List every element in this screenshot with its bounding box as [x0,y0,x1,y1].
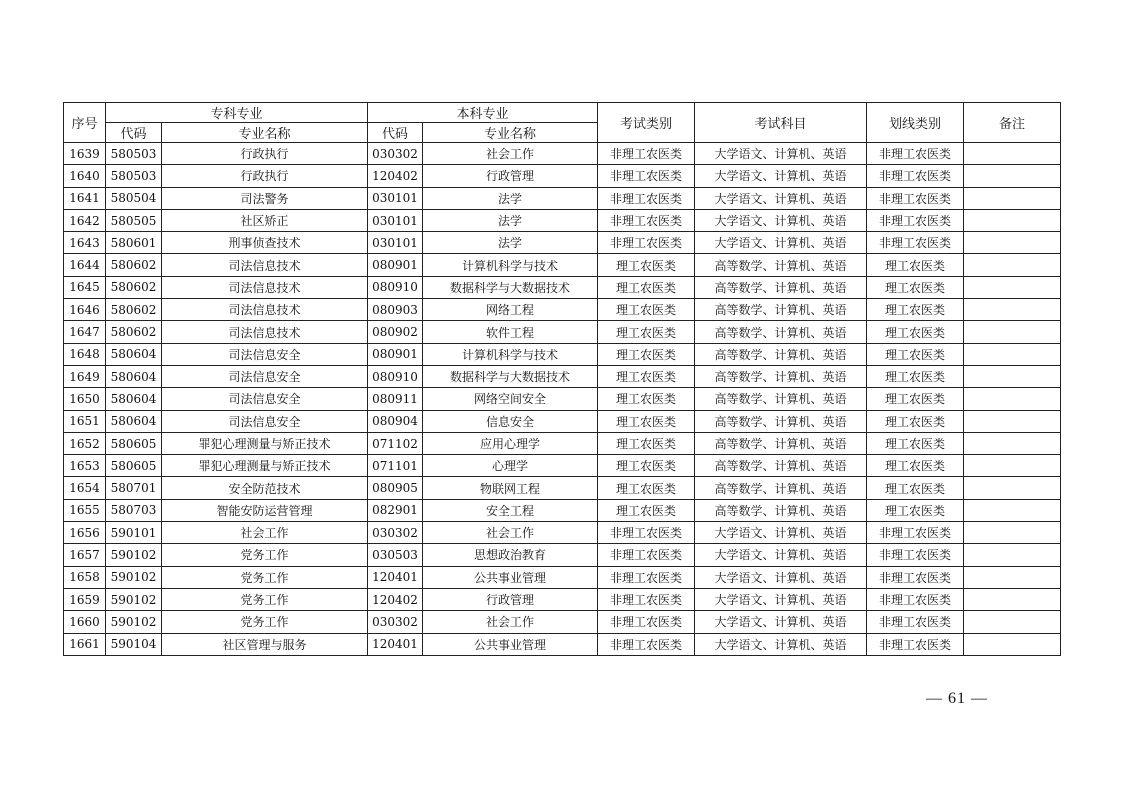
cell-exam-subjects: 高等数学、计算机、英语 [695,299,867,321]
cell-line-type: 非理工农医类 [867,143,964,165]
cell-bk-name: 社会工作 [423,143,598,165]
cell-exam-type: 理工农医类 [598,343,695,365]
cell-remark [964,544,1061,566]
cell-seq: 1658 [64,566,106,588]
cell-line-type: 非理工农医类 [867,522,964,544]
cell-zk-code: 580604 [106,388,162,410]
cell-zk-name: 司法警务 [162,187,368,209]
header-bk-name: 专业名称 [423,123,598,143]
cell-exam-type: 理工农医类 [598,254,695,276]
cell-seq: 1640 [64,165,106,187]
table-row [64,477,1061,499]
cell-remark [964,254,1061,276]
cell-zk-name: 社区矫正 [162,209,368,231]
cell-remark [964,187,1061,209]
cell-zk-code: 590102 [106,588,162,610]
cell-zk-name: 司法信息技术 [162,276,368,298]
cell-zk-code: 590104 [106,633,162,655]
cell-bk-code: 120401 [368,566,423,588]
table-row [64,633,1061,655]
cell-seq: 1639 [64,143,106,165]
cell-zk-name: 司法信息技术 [162,299,368,321]
cell-zk-name: 司法信息安全 [162,410,368,432]
cell-bk-code: 120402 [368,165,423,187]
cell-bk-name: 计算机科学与技术 [423,254,598,276]
cell-zk-code: 580605 [106,455,162,477]
table-row [64,209,1061,231]
cell-seq: 1654 [64,477,106,499]
cell-line-type: 非理工农医类 [867,544,964,566]
cell-exam-type: 非理工农医类 [598,209,695,231]
cell-remark [964,321,1061,343]
cell-line-type: 非理工农医类 [867,165,964,187]
cell-exam-type: 非理工农医类 [598,588,695,610]
table-row [64,343,1061,365]
cell-exam-subjects: 大学语文、计算机、英语 [695,143,867,165]
cell-zk-name: 社会工作 [162,522,368,544]
cell-bk-name: 公共事业管理 [423,633,598,655]
cell-bk-code: 030101 [368,187,423,209]
table-row [64,499,1061,521]
cell-exam-type: 非理工农医类 [598,232,695,254]
header-zk-code: 代码 [106,123,162,143]
cell-zk-code: 580503 [106,143,162,165]
cell-zk-code: 580703 [106,499,162,521]
cell-zk-code: 580605 [106,432,162,454]
cell-bk-name: 信息安全 [423,410,598,432]
cell-zk-name: 行政执行 [162,165,368,187]
cell-exam-subjects: 高等数学、计算机、英语 [695,365,867,387]
cell-exam-subjects: 高等数学、计算机、英语 [695,254,867,276]
table-row [64,365,1061,387]
cell-bk-name: 法学 [423,232,598,254]
cell-zk-name: 罪犯心理测量与矫正技术 [162,455,368,477]
cell-bk-code: 030302 [368,611,423,633]
table-row [64,455,1061,477]
cell-bk-name: 公共事业管理 [423,566,598,588]
cell-zk-code: 590102 [106,566,162,588]
cell-remark [964,143,1061,165]
cell-seq: 1641 [64,187,106,209]
cell-remark [964,343,1061,365]
cell-exam-type: 非理工农医类 [598,522,695,544]
table-row [64,165,1061,187]
cell-exam-subjects: 高等数学、计算机、英语 [695,321,867,343]
table-row [64,566,1061,588]
cell-seq: 1655 [64,499,106,521]
cell-zk-code: 590102 [106,611,162,633]
cell-zk-code: 580604 [106,343,162,365]
cell-exam-subjects: 大学语文、计算机、英语 [695,566,867,588]
cell-zk-code: 580604 [106,410,162,432]
cell-remark [964,299,1061,321]
cell-zk-name: 党务工作 [162,544,368,566]
cell-zk-name: 罪犯心理测量与矫正技术 [162,432,368,454]
cell-bk-code: 120402 [368,588,423,610]
cell-exam-subjects: 高等数学、计算机、英语 [695,432,867,454]
cell-zk-code: 580602 [106,299,162,321]
cell-bk-code: 080904 [368,410,423,432]
cell-bk-code: 080910 [368,276,423,298]
table-header [64,103,1061,143]
cell-zk-name: 司法信息技术 [162,321,368,343]
cell-line-type: 理工农医类 [867,276,964,298]
cell-remark [964,566,1061,588]
cell-seq: 1645 [64,276,106,298]
cell-bk-name: 思想政治教育 [423,544,598,566]
cell-bk-code: 080910 [368,365,423,387]
header-seq: 序号 [64,103,106,143]
cell-bk-name: 行政管理 [423,588,598,610]
cell-line-type: 理工农医类 [867,432,964,454]
header-line-type: 划线类别 [867,103,964,143]
header-zk-name: 专业名称 [162,123,368,143]
cell-line-type: 理工农医类 [867,410,964,432]
cell-bk-code: 030503 [368,544,423,566]
table-row [64,321,1061,343]
cell-bk-name: 网络空间安全 [423,388,598,410]
cell-seq: 1650 [64,388,106,410]
table-row [64,588,1061,610]
header-remarks: 备注 [964,103,1061,143]
cell-line-type: 非理工农医类 [867,566,964,588]
cell-zk-name: 司法信息安全 [162,388,368,410]
cell-remark [964,477,1061,499]
cell-line-type: 理工农医类 [867,499,964,521]
cell-seq: 1647 [64,321,106,343]
header-exam-subjects: 考试科目 [695,103,867,143]
cell-line-type: 理工农医类 [867,477,964,499]
cell-zk-code: 580602 [106,321,162,343]
cell-bk-code: 030302 [368,522,423,544]
cell-seq: 1661 [64,633,106,655]
cell-seq: 1646 [64,299,106,321]
cell-zk-name: 党务工作 [162,588,368,610]
cell-zk-name: 党务工作 [162,611,368,633]
cell-seq: 1652 [64,432,106,454]
cell-bk-code: 080905 [368,477,423,499]
header-exam-type: 考试类别 [598,103,695,143]
cell-seq: 1651 [64,410,106,432]
cell-exam-subjects: 高等数学、计算机、英语 [695,343,867,365]
cell-zk-code: 580602 [106,276,162,298]
table-row [64,544,1061,566]
cell-zk-name: 智能安防运营管理 [162,499,368,521]
header-zhuanke-group: 专科专业 [106,103,368,123]
cell-bk-name: 法学 [423,209,598,231]
cell-line-type: 非理工农医类 [867,232,964,254]
table-row [64,432,1061,454]
table-row [64,276,1061,298]
cell-bk-code: 030101 [368,232,423,254]
table-body [64,143,1061,656]
cell-exam-type: 理工农医类 [598,455,695,477]
cell-exam-subjects: 大学语文、计算机、英语 [695,544,867,566]
cell-exam-subjects: 大学语文、计算机、英语 [695,187,867,209]
cell-zk-name: 司法信息安全 [162,365,368,387]
cell-zk-code: 580604 [106,365,162,387]
cell-exam-type: 理工农医类 [598,499,695,521]
cell-remark [964,365,1061,387]
cell-exam-subjects: 大学语文、计算机、英语 [695,232,867,254]
cell-line-type: 非理工农医类 [867,611,964,633]
cell-seq: 1659 [64,588,106,610]
cell-bk-name: 行政管理 [423,165,598,187]
cell-seq: 1644 [64,254,106,276]
cell-bk-name: 软件工程 [423,321,598,343]
cell-remark [964,232,1061,254]
cell-line-type: 理工农医类 [867,455,964,477]
cell-exam-type: 理工农医类 [598,299,695,321]
cell-exam-type: 理工农医类 [598,432,695,454]
cell-remark [964,165,1061,187]
cell-bk-name: 社会工作 [423,611,598,633]
cell-exam-type: 非理工农医类 [598,143,695,165]
cell-bk-code: 080902 [368,321,423,343]
cell-exam-subjects: 大学语文、计算机、英语 [695,611,867,633]
cell-zk-name: 安全防范技术 [162,477,368,499]
cell-bk-name: 心理学 [423,455,598,477]
cell-bk-name: 物联网工程 [423,477,598,499]
cell-remark [964,455,1061,477]
cell-line-type: 理工农医类 [867,343,964,365]
cell-bk-code: 080901 [368,254,423,276]
cell-exam-subjects: 高等数学、计算机、英语 [695,410,867,432]
cell-zk-code: 580504 [106,187,162,209]
cell-seq: 1657 [64,544,106,566]
page-number: — 61 — [926,690,988,707]
header-benke-group: 本科专业 [368,103,598,123]
cell-exam-subjects: 大学语文、计算机、英语 [695,209,867,231]
cell-line-type: 理工农医类 [867,388,964,410]
cell-remark [964,388,1061,410]
cell-remark [964,276,1061,298]
cell-remark [964,588,1061,610]
cell-line-type: 非理工农医类 [867,588,964,610]
cell-zk-code: 580503 [106,165,162,187]
cell-seq: 1649 [64,365,106,387]
cell-bk-name: 数据科学与大数据技术 [423,365,598,387]
cell-line-type: 理工农医类 [867,254,964,276]
cell-exam-type: 理工农医类 [598,410,695,432]
cell-bk-code: 071102 [368,432,423,454]
cell-line-type: 非理工农医类 [867,187,964,209]
cell-line-type: 理工农医类 [867,321,964,343]
cell-seq: 1648 [64,343,106,365]
cell-zk-code: 580701 [106,477,162,499]
cell-exam-type: 理工农医类 [598,477,695,499]
cell-exam-subjects: 高等数学、计算机、英语 [695,276,867,298]
cell-exam-type: 理工农医类 [598,321,695,343]
cell-exam-type: 非理工农医类 [598,633,695,655]
cell-seq: 1656 [64,522,106,544]
cell-exam-type: 非理工农医类 [598,611,695,633]
table-row [64,187,1061,209]
cell-exam-type: 理工农医类 [598,388,695,410]
cell-exam-type: 非理工农医类 [598,544,695,566]
cell-seq: 1642 [64,209,106,231]
table-row [64,410,1061,432]
cell-zk-name: 刑事侦查技术 [162,232,368,254]
cell-bk-name: 安全工程 [423,499,598,521]
cell-bk-code: 030101 [368,209,423,231]
cell-exam-type: 理工农医类 [598,276,695,298]
cell-zk-code: 590102 [106,544,162,566]
cell-exam-subjects: 高等数学、计算机、英语 [695,455,867,477]
cell-exam-subjects: 大学语文、计算机、英语 [695,633,867,655]
table-row [64,254,1061,276]
cell-exam-type: 非理工农医类 [598,165,695,187]
cell-bk-code: 030302 [368,143,423,165]
cell-exam-subjects: 大学语文、计算机、英语 [695,588,867,610]
cell-seq: 1653 [64,455,106,477]
cell-line-type: 非理工农医类 [867,209,964,231]
cell-bk-name: 应用心理学 [423,432,598,454]
cell-remark [964,209,1061,231]
cell-exam-subjects: 高等数学、计算机、英语 [695,499,867,521]
cell-bk-code: 082901 [368,499,423,521]
cell-exam-type: 非理工农医类 [598,187,695,209]
cell-zk-code: 580505 [106,209,162,231]
cell-bk-name: 法学 [423,187,598,209]
cell-line-type: 非理工农医类 [867,633,964,655]
cell-bk-name: 计算机科学与技术 [423,343,598,365]
cell-zk-name: 司法信息安全 [162,343,368,365]
table-row [64,232,1061,254]
cell-exam-subjects: 高等数学、计算机、英语 [695,388,867,410]
cell-bk-code: 120401 [368,633,423,655]
cell-exam-subjects: 大学语文、计算机、英语 [695,522,867,544]
cell-line-type: 理工农医类 [867,365,964,387]
cell-remark [964,522,1061,544]
header-bk-code: 代码 [368,123,423,143]
majors-table [63,102,1061,656]
cell-zk-code: 580601 [106,232,162,254]
cell-zk-name: 党务工作 [162,566,368,588]
cell-seq: 1643 [64,232,106,254]
cell-bk-code: 080903 [368,299,423,321]
cell-bk-name: 社会工作 [423,522,598,544]
cell-bk-name: 网络工程 [423,299,598,321]
table-row [64,611,1061,633]
cell-exam-subjects: 高等数学、计算机、英语 [695,477,867,499]
cell-remark [964,499,1061,521]
table-row [64,299,1061,321]
cell-zk-name: 行政执行 [162,143,368,165]
cell-zk-name: 司法信息技术 [162,254,368,276]
cell-remark [964,611,1061,633]
cell-remark [964,633,1061,655]
cell-seq: 1660 [64,611,106,633]
cell-zk-code: 590101 [106,522,162,544]
cell-remark [964,432,1061,454]
cell-line-type: 理工农医类 [867,299,964,321]
cell-zk-code: 580602 [106,254,162,276]
cell-exam-subjects: 大学语文、计算机、英语 [695,165,867,187]
cell-exam-type: 理工农医类 [598,365,695,387]
cell-bk-code: 080901 [368,343,423,365]
cell-bk-name: 数据科学与大数据技术 [423,276,598,298]
table-row [64,143,1061,165]
table-row [64,388,1061,410]
cell-bk-code: 071101 [368,455,423,477]
cell-bk-code: 080911 [368,388,423,410]
cell-zk-name: 社区管理与服务 [162,633,368,655]
cell-remark [964,410,1061,432]
table-row [64,522,1061,544]
cell-exam-type: 非理工农医类 [598,566,695,588]
